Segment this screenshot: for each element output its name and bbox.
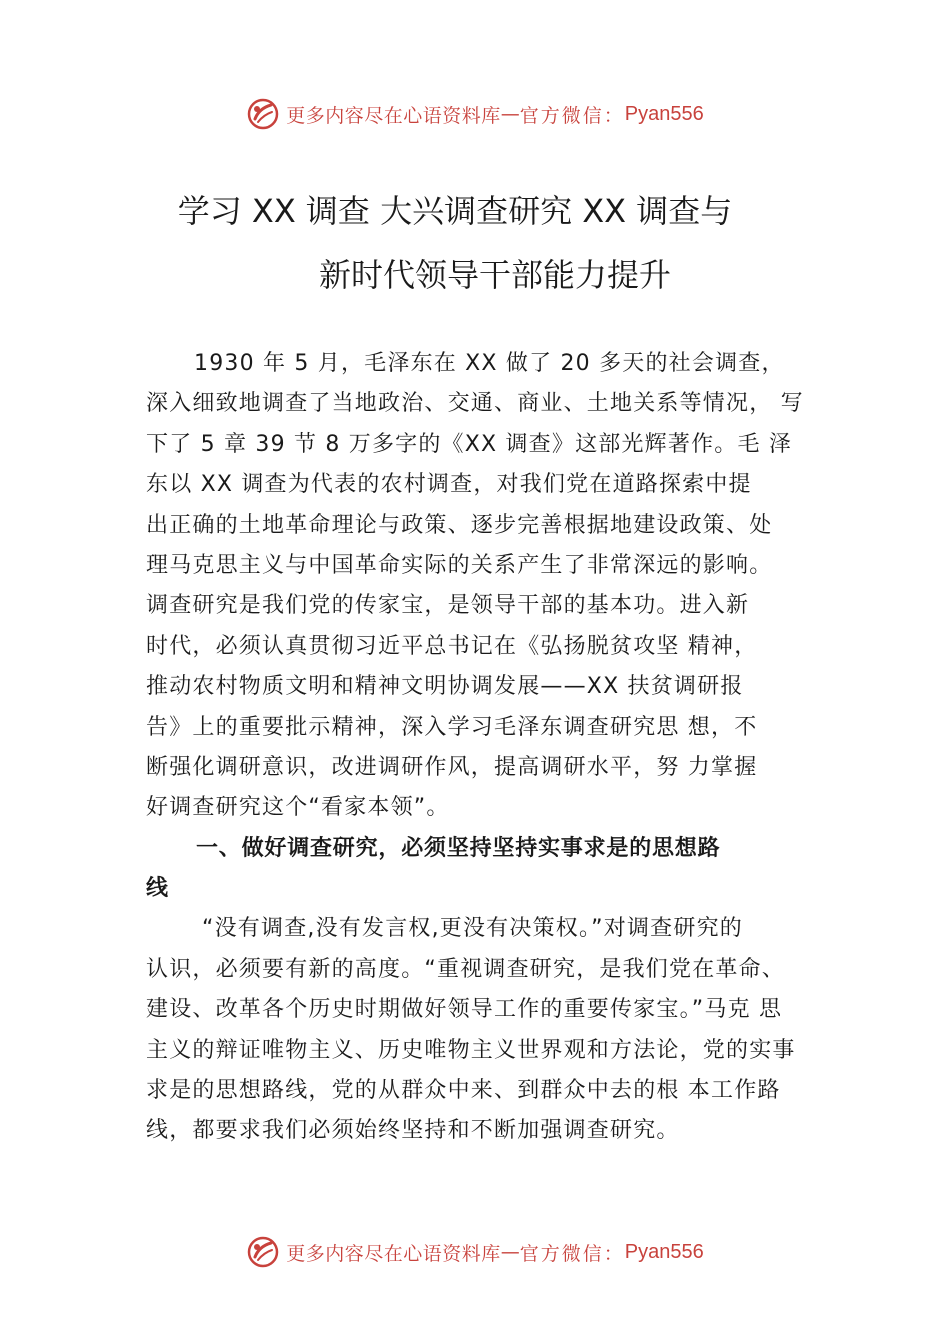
body-line: 理马克思主义与中国革命实际的关系产生了非常深远的影响。: [146, 552, 773, 578]
body-line: 告》上的重要批示精神，深入学习毛泽东调查研究思 想，不: [146, 714, 758, 740]
body-line: 主义的辩证唯物主义、历史唯物主义世界观和方法论，党的实事: [146, 1037, 796, 1063]
body-line: “没有调查,没有发言权,更没有决策权。”对调查研究的: [202, 916, 743, 942]
banner-wechat-id: Pyan556: [624, 102, 704, 125]
section-heading: 一、做好调查研究，必须坚持坚持实事求是的思想路: [196, 835, 721, 861]
body-line: 断强化调研意识，改进调研作风，提高调研水平，努 力掌握: [146, 754, 758, 780]
header-banner: [0, 94, 950, 134]
section-heading-continued: 线: [146, 876, 169, 902]
body-line: 好调查研究这个“看家本领”。: [146, 795, 450, 821]
body-line: 求是的思想路线，党的从群众中来、到群众中去的根 本工作路: [146, 1078, 781, 1104]
body-line: 下了 5 章 39 节 8 万多字的《XX 调查》这部光辉著作。毛 泽: [146, 431, 793, 457]
body-line: 推动农村物质文明和精神文明协调发展——XX 扶贫调研报: [146, 674, 744, 700]
banner-dash: —: [500, 103, 520, 125]
footer-banner: [0, 1232, 950, 1272]
banner-wechat-label: 官方微信：: [519, 104, 625, 127]
body-line: 1930 年 5 月，毛泽东在 XX 做了 20 多天的社会调查，: [194, 351, 785, 376]
red-seal-logo-icon: [246, 97, 280, 131]
banner-wechat-label: 官方微信：: [519, 1242, 625, 1265]
banner-site-name: 更多内容尽在心语资料库: [286, 1242, 501, 1265]
body-line: 建设、改革各个历史时期做好领导工作的重要传家宝。”马克 思: [146, 997, 783, 1023]
document-body: [146, 344, 846, 1152]
banner-dash: —: [500, 1241, 520, 1263]
banner-site-name: 更多内容尽在心语资料库: [286, 104, 501, 127]
document-title-line-2: 新时代领导干部能力提升: [318, 256, 671, 294]
body-line: 线，都要求我们必须始终坚持和不断加强调查研究。: [146, 1118, 680, 1144]
body-line: 出正确的土地革命理论与政策、逐步完善根据地建设政策、处: [146, 512, 773, 538]
red-seal-logo-icon: [246, 1235, 280, 1269]
body-line: 深入细致地调查了当地政治、交通、商业、土地关系等情况， 写: [146, 391, 804, 417]
body-line: 东以 XX 调查为代表的农村调查，对我们党在道路探索中提: [146, 472, 752, 498]
body-line: 认识，必须要有新的高度。“重视调查研究，是我们党在革命、: [146, 956, 785, 982]
banner-wechat-id: Pyan556: [624, 1240, 704, 1263]
body-line: 时代，必须认真贯彻习近平总书记在《弘扬脱贫攻坚 精神，: [146, 633, 758, 659]
body-line: 调查研究是我们党的传家宝，是领导干部的基本功。进入新: [146, 593, 750, 619]
document-title-line-1: 学习 XX 调查 大兴调查研究 XX 调查与: [177, 192, 733, 230]
